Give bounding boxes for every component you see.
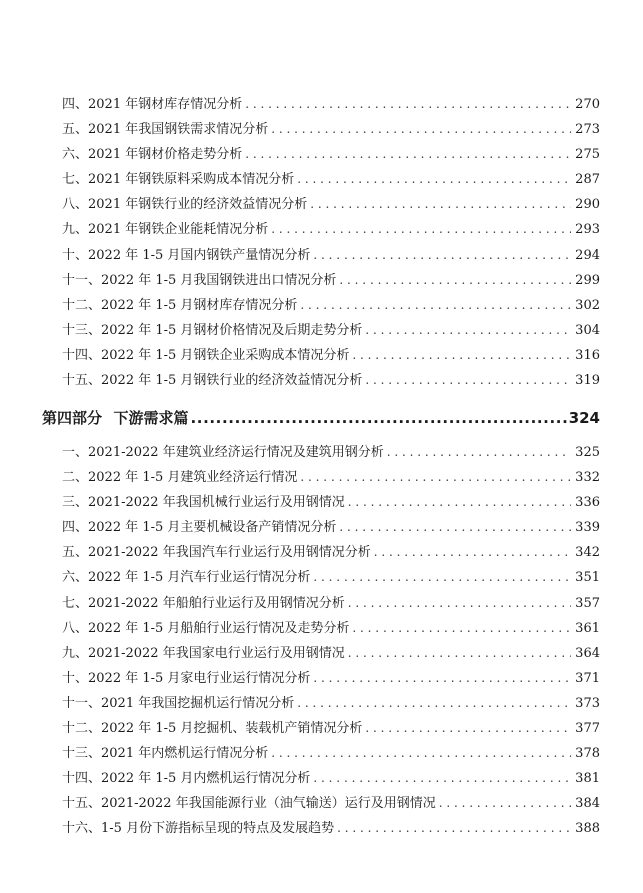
toc-entry[interactable]	[62, 465, 600, 490]
toc-entry-page: 325	[575, 445, 600, 460]
dot-leader	[300, 293, 571, 318]
toc-entry-title: 十二、2022 年 1-5 月钢材库存情况分析	[62, 297, 298, 313]
dot-leader	[245, 142, 571, 167]
toc-entry-title: 九、2021 年钢铁企业能耗情况分析	[62, 222, 269, 238]
dot-leader	[271, 741, 571, 766]
dot-leader	[313, 666, 571, 691]
toc-entry-page: 371	[575, 670, 600, 686]
toc-entry[interactable]	[62, 565, 600, 590]
toc-entry-title: 十一、2021 年我国挖掘机运行情况分析	[62, 695, 295, 711]
toc-entry-page: 290	[575, 197, 600, 213]
toc-entry-title: 九、2021-2022 年我国家电行业运行及用钢情况	[62, 645, 345, 661]
toc-entry-page: 384	[575, 796, 600, 812]
dot-leader	[300, 465, 571, 490]
toc-entry-page: 388	[575, 821, 600, 837]
toc-entry-title: 八、2022 年 1-5 月船舶行业运行情况及走势分析	[62, 620, 350, 636]
toc-entry-title: 十五、2021-2022 年我国能源行业（油气输送）运行及用钢情况	[62, 796, 436, 812]
toc-entry[interactable]	[62, 791, 600, 816]
toc-entry-title: 十六、1-5 月份下游指标呈现的特点及发展趋势	[62, 821, 335, 837]
dot-leader	[365, 716, 571, 741]
toc-entry[interactable]	[62, 217, 600, 242]
part-label: 第四部分	[42, 409, 103, 427]
toc-entry[interactable]	[62, 515, 600, 540]
dot-leader	[297, 691, 571, 716]
toc-entry[interactable]	[62, 816, 600, 841]
toc-entry-page: 378	[575, 746, 600, 762]
toc-entry-page: 339	[575, 520, 600, 536]
toc-entry[interactable]	[62, 591, 600, 616]
toc-entry-title: 二、2022 年 1-5 月建筑业经济运行情况	[62, 470, 298, 486]
toc-entry-title: 十三、2022 年 1-5 月钢材价格情况及后期走势分析	[62, 322, 363, 338]
toc-entry-page: 294	[575, 247, 600, 263]
dot-leader	[339, 268, 571, 293]
dot-leader	[352, 343, 571, 368]
toc-entry-page: 270	[575, 97, 600, 112]
toc-entry-page: 377	[575, 721, 600, 737]
toc-entry[interactable]	[62, 616, 600, 641]
toc-entry-page: 381	[575, 771, 600, 787]
toc-entry[interactable]	[62, 343, 600, 368]
part-title: 下游需求篇	[113, 409, 189, 427]
toc-entry-page: 351	[575, 570, 600, 586]
toc-entry-title: 三、2021-2022 年我国机械行业运行及用钢情况	[62, 495, 345, 511]
toc-entry[interactable]	[62, 92, 600, 117]
toc-entry-title: 八、2021 年钢铁行业的经济效益情况分析	[62, 197, 308, 213]
toc-entry-title: 一、2021-2022 年建筑业经济运行情况及建筑用钢分析	[62, 445, 384, 460]
toc-entry-title: 十五、2022 年 1-5 月钢铁行业的经济效益情况分析	[62, 373, 363, 389]
toc-entry-title: 四、2021 年钢材库存情况分析	[62, 97, 243, 112]
dot-leader	[310, 192, 571, 217]
toc-entry-title: 十四、2022 年 1-5 月钢铁企业采购成本情况分析	[62, 347, 350, 363]
toc-entry[interactable]	[62, 540, 600, 565]
toc-entry-title: 六、2021 年钢材价格走势分析	[62, 147, 243, 163]
toc-entry[interactable]	[62, 368, 600, 393]
toc-entry[interactable]	[62, 167, 600, 192]
toc-entry-title: 五、2021-2022 年我国汽车行业运行及用钢情况分析	[62, 545, 371, 561]
dot-leader	[387, 440, 571, 465]
dot-leader	[271, 217, 571, 242]
toc-entry[interactable]	[62, 117, 600, 142]
toc-entry[interactable]	[62, 142, 600, 167]
dot-leader	[271, 117, 571, 142]
dot-leader	[348, 641, 571, 666]
toc-entry-title: 十二、2022 年 1-5 月挖掘机、装载机产销情况分析	[62, 721, 363, 737]
toc-entry[interactable]	[62, 293, 600, 318]
dot-leader	[339, 515, 571, 540]
toc-entry[interactable]	[62, 766, 600, 791]
dot-leader	[348, 490, 571, 515]
dot-leader	[245, 92, 571, 117]
toc-entry[interactable]	[62, 490, 600, 515]
dot-leader	[313, 243, 571, 268]
dot-leader	[439, 791, 571, 816]
toc-entry[interactable]	[62, 318, 600, 343]
dot-leader	[337, 816, 571, 841]
dot-leader	[365, 368, 571, 393]
dot-leader	[313, 766, 571, 791]
dot-leader	[190, 404, 566, 432]
toc-entry[interactable]	[62, 243, 600, 268]
dot-leader	[365, 318, 571, 343]
toc-entry-page: 304	[575, 322, 600, 338]
toc-entry[interactable]	[62, 268, 600, 293]
toc-entry-title: 十四、2022 年 1-5 月内燃机运行情况分析	[62, 771, 311, 787]
toc-entry-page: 273	[575, 122, 600, 138]
toc-list-part4	[62, 440, 600, 842]
toc-entry-page: 293	[575, 222, 600, 238]
toc-entry-page: 275	[575, 147, 600, 163]
toc-entry-page: 373	[575, 695, 600, 711]
toc-entry-page: 364	[575, 645, 600, 661]
toc-entry-page: 332	[575, 470, 600, 486]
toc-entry-title: 十、2022 年 1-5 月家电行业运行情况分析	[62, 670, 311, 686]
toc-entry-page: 319	[575, 373, 600, 389]
toc-entry-page: 361	[575, 620, 600, 636]
dot-leader	[313, 565, 571, 590]
dot-leader	[297, 167, 571, 192]
toc-entry-title: 七、2021-2022 年船舶行业运行及用钢情况分析	[62, 595, 345, 611]
toc-entry-page: 342	[575, 545, 600, 561]
toc-entry-title: 十、2022 年 1-5 月国内钢铁产量情况分析	[62, 247, 311, 263]
toc-entry[interactable]	[62, 641, 600, 666]
toc-entry-page: 287	[575, 172, 600, 188]
toc-entry[interactable]	[62, 192, 600, 217]
dot-leader	[352, 616, 571, 641]
dot-leader	[374, 540, 571, 565]
toc-entry-page: 299	[575, 272, 600, 288]
toc-entry-page: 357	[575, 595, 600, 611]
toc-entry[interactable]	[62, 666, 600, 691]
toc-entry-title: 十一、2022 年 1-5 月我国钢铁进出口情况分析	[62, 272, 337, 288]
toc-entry-page: 302	[575, 297, 600, 313]
toc-entry-page: 316	[575, 347, 600, 363]
toc-entry-title: 六、2022 年 1-5 月汽车行业运行情况分析	[62, 570, 311, 586]
toc-part-heading[interactable]	[42, 404, 600, 432]
toc-entry-title: 四、2022 年 1-5 月主要机械设备产销情况分析	[62, 520, 337, 536]
toc-entry-title: 七、2021 年钢铁原料采购成本情况分析	[62, 172, 295, 188]
dot-leader	[348, 591, 571, 616]
toc-entry-title: 五、2021 年我国钢铁需求情况分析	[62, 122, 269, 138]
toc-entry[interactable]	[62, 691, 600, 716]
toc-entry[interactable]	[62, 440, 600, 465]
toc-entry-title: 十三、2021 年内燃机运行情况分析	[62, 746, 269, 762]
toc-entry-page: 336	[575, 495, 600, 511]
toc-list-part3-tail	[62, 92, 600, 393]
toc-entry[interactable]	[62, 741, 600, 766]
toc-entry[interactable]	[62, 716, 600, 741]
part-page-number: 324	[568, 409, 600, 427]
